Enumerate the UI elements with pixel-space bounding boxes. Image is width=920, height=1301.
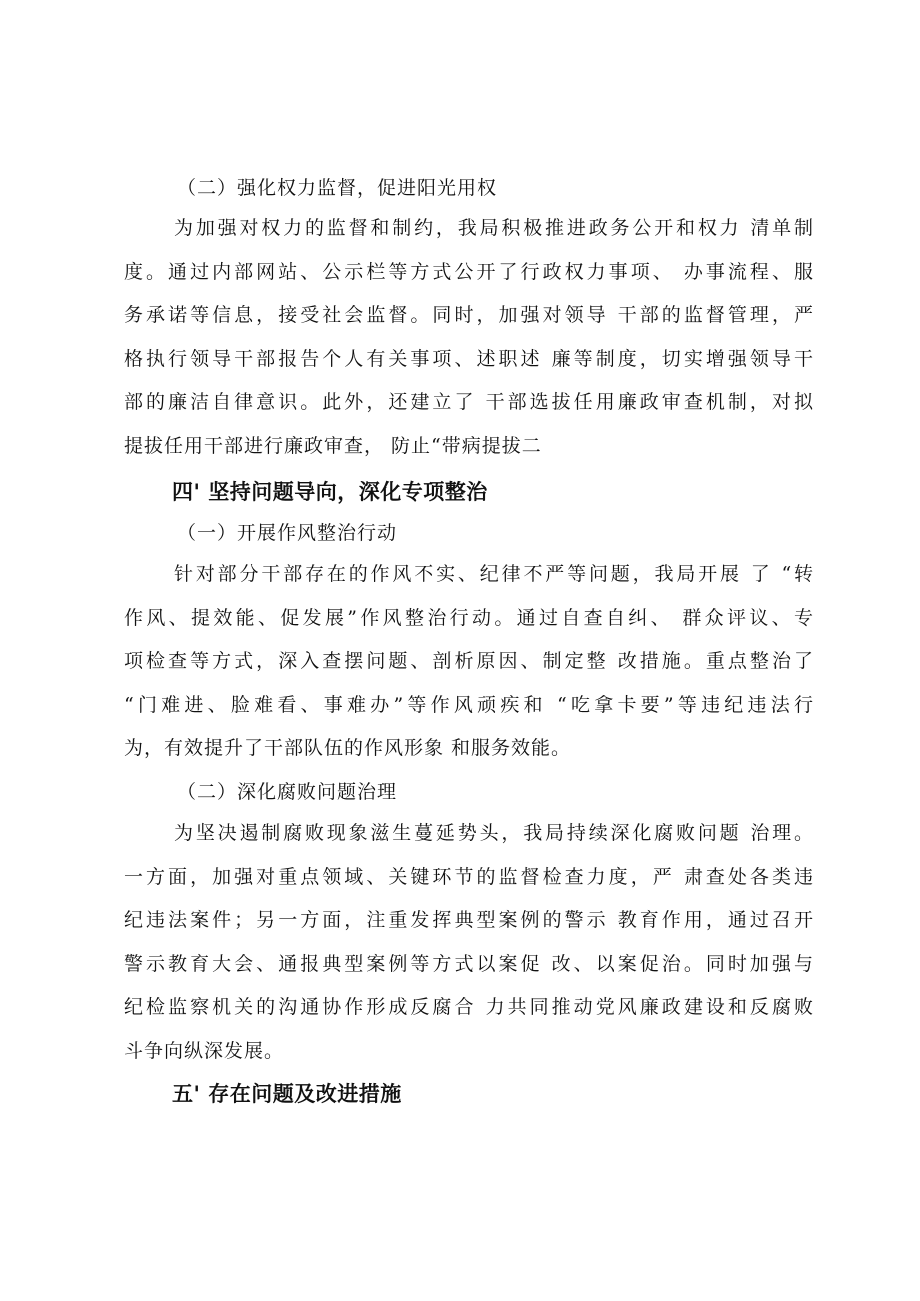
paragraph-line: 部的廉洁自律意识。此外，还建立了 干部选拔任用廉政审查机制，对拟: [124, 391, 814, 413]
paragraph-line: 针对部分干部存在的作风不实、纪律不严等问题，我局开展 了 “转: [174, 563, 814, 585]
paragraph-line: “门难进、脸难看、事难办”等作风顽疾和 “吃拿卡要”等违纪违法行: [124, 693, 814, 716]
paragraph-style-rectification: [124, 553, 814, 771]
paragraph-line: 一方面，加强对重点领域、关键环节的监督检查力度，严 肃查处各类违: [124, 865, 814, 888]
section-heading-problems-improvements: 五' 存在问题及改进措施: [172, 1082, 402, 1106]
paragraph-line: 纪违法案件；另一方面，注重发挥典型案例的警示 教育作用，通过召开: [124, 909, 814, 931]
subsection-heading-strengthen-supervision: （二）强化权力监督，促进阳光用权: [177, 177, 498, 199]
section-heading-problem-oriented: 四' 坚持问题导向，深化专项整治: [172, 480, 488, 504]
paragraph-line: 为加强对权力的监督和制约，我局积极推进政务公开和权力 清单制: [174, 217, 814, 239]
subsection-heading-style-rectification: （一）开展作风整治行动: [177, 522, 398, 544]
paragraph-line: 提拔任用干部进行廉政审查， 防止“带病提拔二: [124, 434, 542, 457]
paragraph-power-supervision: [124, 207, 814, 468]
paragraph-line: 斗争向纵深发展。: [124, 1039, 285, 1062]
paragraph-line: 为，有效提升了干部队伍的作风形象 和服务效能。: [124, 737, 572, 759]
paragraph-line: 度。通过内部网站、公示栏等方式公开了行政权力事项、 办事流程、服: [124, 260, 814, 283]
paragraph-line: 作风、提效能、促发展”作风整治行动。通过自查自纠、 群众评议、专: [124, 606, 814, 629]
paragraph-line: 格执行领导干部报告个人有关事项、述职述 廉等制度，切实增强领导干: [124, 347, 814, 370]
paragraph-line: 警示教育大会、通报典型案例等方式以案促 改、以案促治。同时加强与: [124, 952, 814, 975]
paragraph-line: 项检查等方式，深入查摆问题、剖析原因、制定整 改措施。重点整治了: [124, 650, 814, 672]
paragraph-line: 为坚决遏制腐败现象滋生蔓延势头，我局持续深化腐败问题 治理。: [174, 822, 814, 844]
subsection-heading-corruption-governance: （二）深化腐败问题治理: [177, 781, 398, 803]
paragraph-line: 务承诺等信息，接受社会监督。同时，加强对领导 干部的监督管理，严: [124, 304, 814, 326]
paragraph-corruption-governance: [124, 812, 814, 1073]
paragraph-line: 纪检监察机关的沟通协作形成反腐合 力共同推动党风廉政建设和反腐败: [124, 996, 814, 1018]
